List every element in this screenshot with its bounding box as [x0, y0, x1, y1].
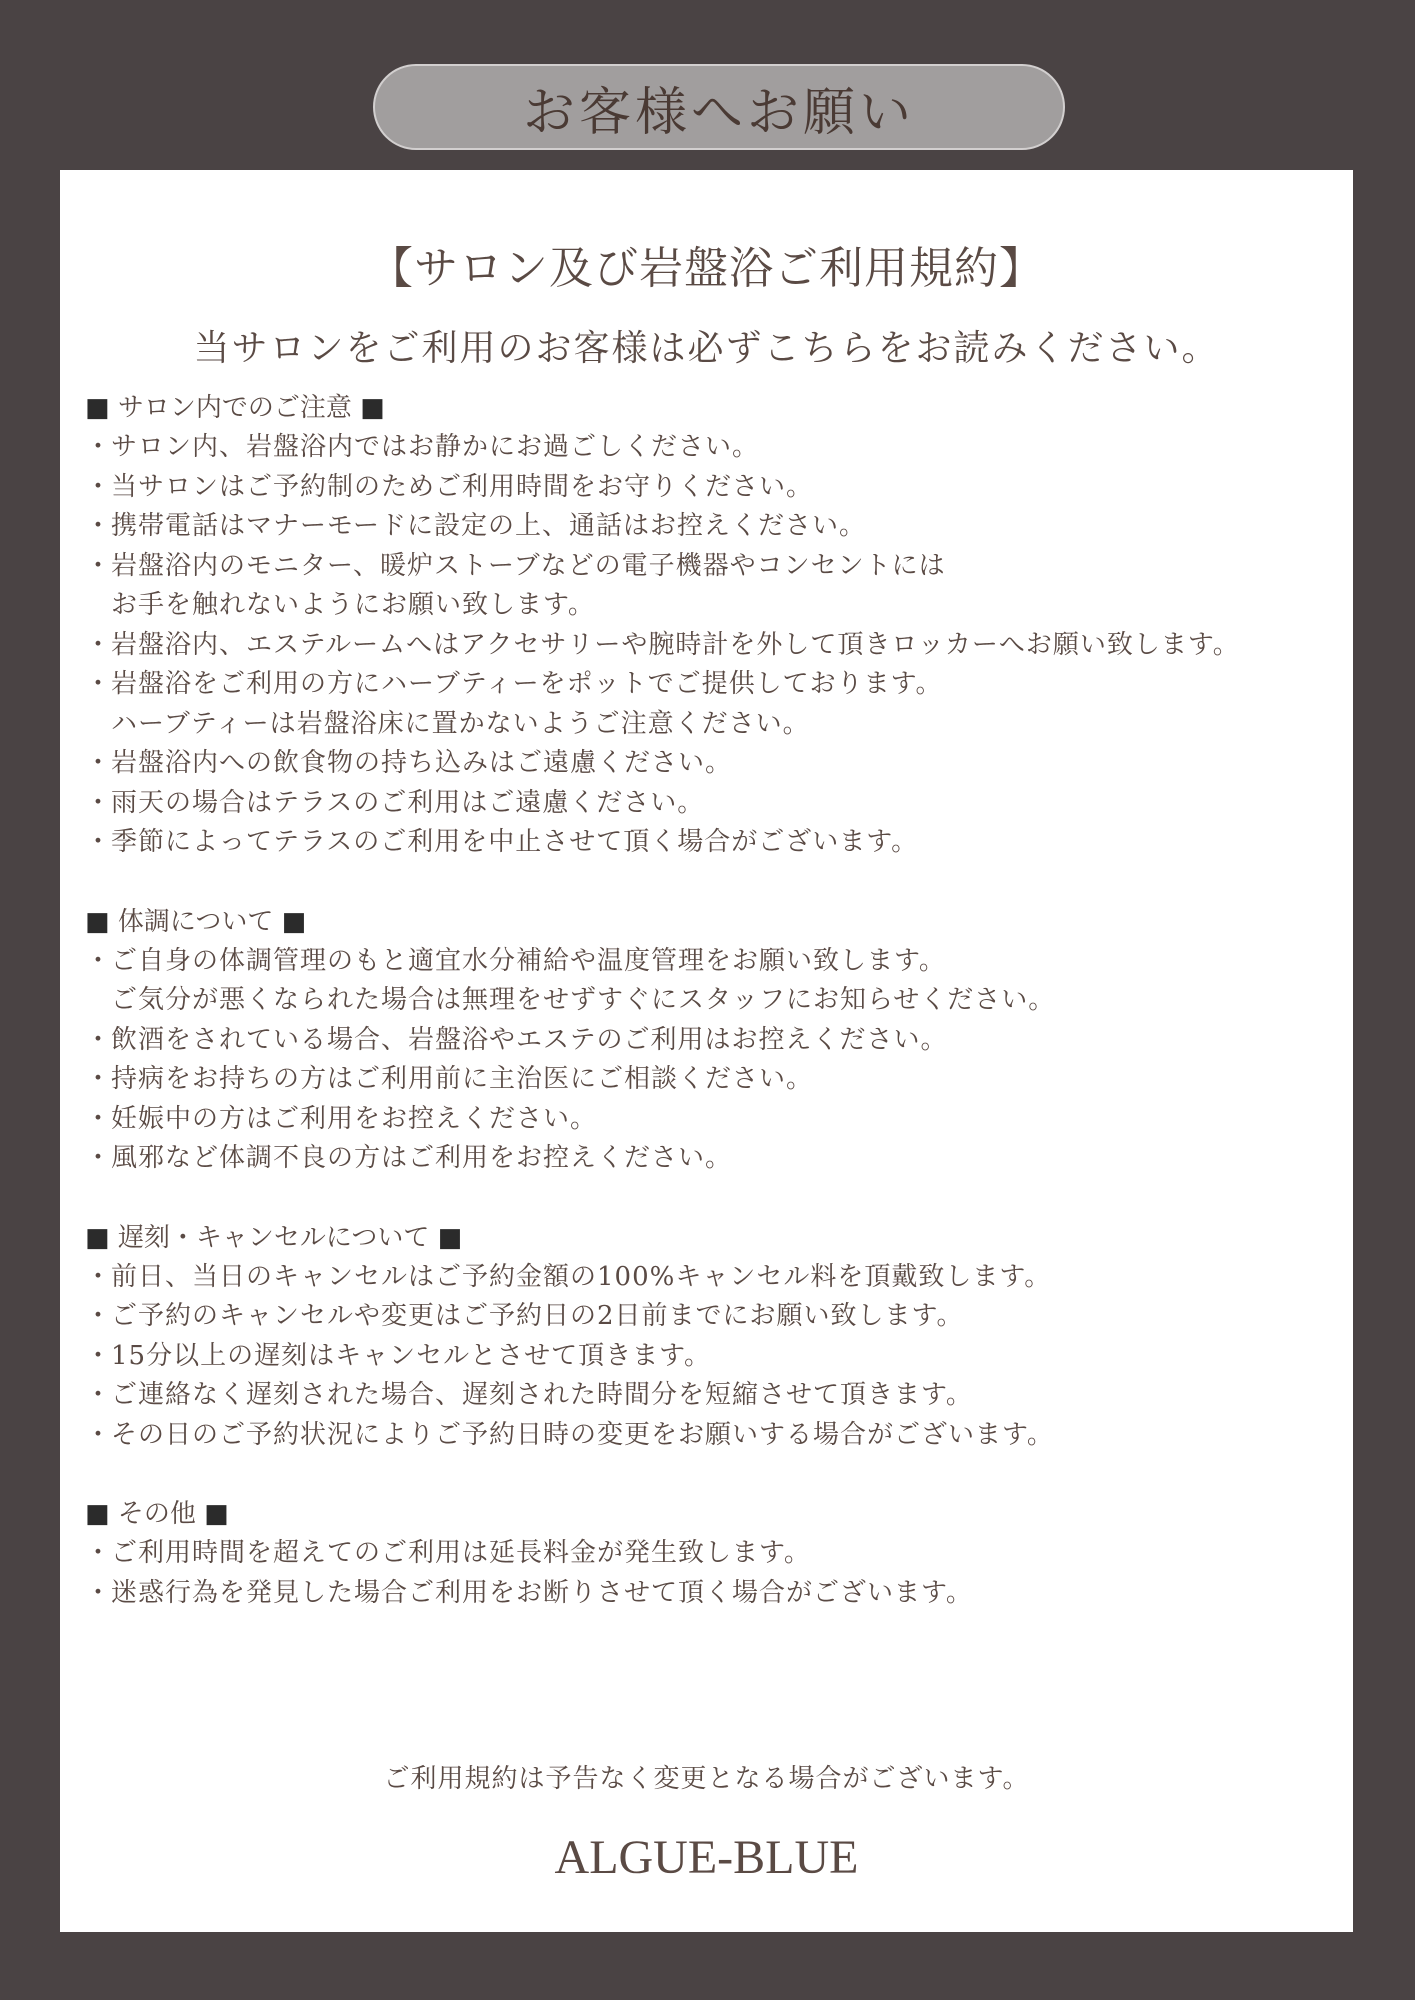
- header-banner: [373, 64, 1065, 150]
- square-icon: ■: [85, 393, 110, 423]
- square-icon: ■: [85, 1499, 110, 1529]
- bullet-icon: ・: [85, 629, 113, 660]
- square-icon: ■: [204, 1499, 229, 1529]
- page-title: お客様へお願い: [522, 82, 915, 143]
- bullet-icon: ・: [85, 432, 113, 462]
- list-item: ・サロン内、岩盤浴内ではお静かにお過ごしください。: [85, 428, 1345, 468]
- square-icon: ■: [85, 1222, 110, 1253]
- document-title: 【サロン及び岩盤浴ご利用規約】: [369, 243, 1044, 294]
- list-item: ・飲酒をされている場合、岩盤浴やエステのご利用はお控えください。: [85, 1021, 1345, 1061]
- list-item: ・ご連絡なく遅刻された場合、遅刻された時間分を短縮させて頂きます。: [85, 1376, 1345, 1416]
- square-icon: ■: [281, 906, 307, 937]
- section-health: [85, 902, 1345, 1179]
- list-item: ・妊娠中の方はご利用をお控えください。: [85, 1100, 1345, 1140]
- section-heading: [85, 388, 1345, 428]
- list-item-continuation: ハーブティーは岩盤浴床に置かないようご注意ください。: [111, 708, 810, 739]
- square-icon: ■: [85, 906, 110, 937]
- terms-panel: [60, 170, 1353, 1932]
- brand-logo-text: ALGUE-BLUE: [554, 1831, 859, 1884]
- square-icon: ■: [360, 393, 385, 423]
- list-item: ・携帯電話はマナーモードに設定の上、通話はお控えください。: [85, 507, 1345, 547]
- bullet-icon: ・: [85, 827, 113, 857]
- bullet-icon: ・: [85, 1103, 113, 1134]
- bullet-icon: ・: [85, 511, 113, 541]
- bullet-icon: ・: [85, 1261, 113, 1292]
- bullet-icon: ・: [85, 748, 113, 778]
- bullet-icon: ・: [85, 471, 113, 502]
- section-heading: [85, 1494, 1345, 1534]
- bullet-icon: ・: [85, 1301, 113, 1331]
- list-item: ・当サロンはご予約制のためご利用時間をお守りください。: [85, 468, 1345, 508]
- list-item: ・岩盤浴内のモニター、暖炉ストーブなどの電子機器やコンセントには: [85, 547, 1345, 587]
- section-heading-label: 遅刻・キャンセルについて: [117, 1222, 430, 1253]
- bullet-icon: ・: [85, 1064, 113, 1094]
- list-item-continuation: ご気分が悪くなられた場合は無理をせずすぐにスタッフにお知らせください。: [111, 985, 1056, 1015]
- bullet-icon: ・: [85, 669, 113, 699]
- bullet-icon: ・: [85, 945, 113, 976]
- list-item: ・岩盤浴内への飲食物の持ち込みはご遠慮ください。: [85, 744, 1345, 784]
- list-item: ・ご予約のキャンセルや変更はご予約日の2日前までにお願い致します。: [85, 1297, 1345, 1337]
- list-item: ・その日のご予約状況によりご予約日時の変更をお願いする場合がございます。: [85, 1416, 1345, 1456]
- list-item: ・前日、当日のキャンセルはご予約金額の100%キャンセル料を頂戴致します。: [85, 1258, 1345, 1298]
- list-item: ・迷惑行為を発見した場合ご利用をお断りさせて頂く場合がございます。: [85, 1574, 1345, 1614]
- list-item: ・雨天の場合はテラスのご利用はご遠慮ください。: [85, 784, 1345, 824]
- section-salon-notes: [85, 388, 1345, 863]
- section-heading-label: 体調について: [117, 906, 274, 937]
- section-heading-label: その他: [117, 1499, 196, 1529]
- bullet-icon: ・: [85, 1143, 113, 1173]
- bullet-icon: ・: [85, 1380, 113, 1410]
- bullet-icon: ・: [85, 1024, 113, 1055]
- footer-note: ご利用規約は予告なく変更となる場合がございます。: [383, 1764, 1030, 1794]
- list-item: ・15分以上の遅刻はキャンセルとさせて頂きます。: [85, 1337, 1345, 1377]
- bullet-icon: ・: [85, 1538, 113, 1568]
- section-other: [85, 1494, 1345, 1613]
- list-item: ・季節によってテラスのご利用を中止させて頂く場合がございます。: [85, 823, 1345, 863]
- bullet-icon: ・: [85, 1340, 113, 1371]
- terms-sections: [85, 388, 1345, 1652]
- list-item: ・風邪など体調不良の方はご利用をお控えください。: [85, 1139, 1345, 1179]
- list-item-continuation: お手を触れないようにお願い致します。: [111, 590, 595, 620]
- bullet-icon: ・: [85, 1577, 113, 1608]
- document-subtitle: 当サロンをご利用のお客様は必ずこちらをお読みください。: [193, 328, 1220, 369]
- list-item: ・ご自身の体調管理のもと適宜水分補給や温度管理をお願い致します。: [85, 942, 1345, 982]
- section-heading: [85, 902, 1345, 942]
- bullet-icon: ・: [85, 550, 113, 581]
- section-heading: [85, 1218, 1345, 1258]
- list-item: ・ご利用時間を超えてのご利用は延長料金が発生致します。: [85, 1534, 1345, 1574]
- section-heading-label: サロン内でのご注意: [117, 393, 352, 423]
- list-item: ・持病をお持ちの方はご利用前に主治医にご相談ください。: [85, 1060, 1345, 1100]
- list-item: ・岩盤浴をご利用の方にハーブティーをポットでご提供しております。: [85, 665, 1345, 705]
- square-icon: ■: [437, 1222, 463, 1253]
- section-late-cancel: [85, 1218, 1345, 1456]
- bullet-icon: ・: [85, 1419, 113, 1450]
- list-item: ・岩盤浴内、エステルームへはアクセサリーや腕時計を外して頂きロッカーへお願い致します。: [85, 626, 1345, 666]
- bullet-icon: ・: [85, 787, 113, 818]
